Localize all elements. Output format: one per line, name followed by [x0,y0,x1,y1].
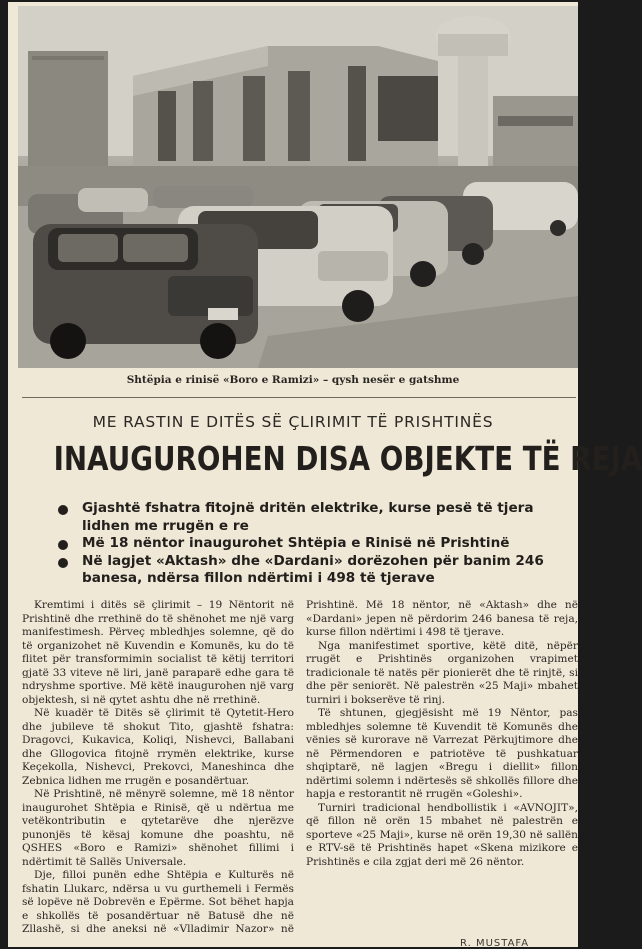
body-paragraph: Dje, filloi punën edhe Shtëpia e Kulturës në fshatin Llukarc, ndërsa u vu gurthemeli i Fermës së lopëve në Dobrevën e Epërme. Sot bëhet hapja e shkollës të posandërtuar në Batusë dhe në Zllashë, si dhe aneksi në «Vlladimir Nazor» në Prishtinë. Më 18 nëntor, në «Aktash» dhe në «Dardani» jepen në përdorim 246 banesa të reja, kurse fillon ndërtimi i 498 të tjerave. [22,599,578,935]
body-paragraph: Kremtimi i ditës së çlirimit – 19 Nëntorit në Prishtinë dhe rrethinë do të shënohet me një varg manifestimesh. Përveç mbledhjes solemne, që do të organizohet në Kuvendin e Komunës, ku do të flitet për transformimin socialist të këtij territori gjatë 33 viteve në liri, janë paraparë edhe gara të ndryshme sportive. Më këtë inaugurohen një varg objektesh, si në qytet ashtu dhe në rrethinë. [22,599,294,706]
summary-bullets [54,500,566,588]
article-body [22,599,578,949]
building-photo [18,6,578,368]
bullet-dot-icon [58,505,68,515]
article-headline: INAUGUROHEN DISA OBJEKTE TË REJA [53,439,642,478]
photo-caption: Shtëpia e rinisë «Boro e Ramizi» – qysh nesër e gatshme [126,374,460,386]
body-paragraph: Të shtunen, gjegjësisht më 19 Nëntor, pas mbledhjes solemne të Kuvendit të Komunës dhe vënies së kurorave në Varrezat Përkujtimore dhe në Përmendoren e patriotëve të pushkatuar shqiptarë, në lagjen «Bregu i diellit» fillon ndërtimi solemn i ndërtesës së shkollës fillore dhe hapja e restorantit në rrugën «Goleshi». [306,707,578,800]
summary-bullet [54,535,566,553]
article-kicker: ME RASTIN E DITËS SË ÇLIRIMIT TË PRISHTINËS [92,413,494,431]
summary-bullet [54,500,566,535]
bullet-dot-icon [58,540,68,550]
divider [22,397,576,398]
body-paragraph: Turniri tradicional hendbollistik i «AVNOJIT», që fillon në orën 15 mbahet në palestrën e sporteve «25 Maji», kurse në orën 19,30 në sallën e RTV-së të Prishtinës hapet «Skena mizikore e Prishtinës e cila zgjat deri më 26 nëntor. [306,801,578,868]
bullet-dot-icon [58,558,68,568]
body-paragraph: Nga manifestimet sportive, këtë ditë, nëpër rrugët e Prishtinës organizohen vrapimet tradicionale të natës për pionierët dhe të rinjtë, si dhe për seniorët. Në palestrën «25 Maji» mbahet turniri i bokserëve të rinj. [306,639,578,706]
bullet-text: Më 18 nëntor inaugurohet Shtëpia e Rinisë në Prishtinë [82,535,510,551]
summary-bullet [54,553,566,588]
photo-illustration [18,6,578,368]
bullet-text: Gjashtë fshatra fitojnë dritën elektrike, kurse pesë të tjera lidhen me rrugën e re [82,500,534,534]
body-paragraph: Në kuadër të Ditës së çlirimit të Qytetit-Hero dhe jubileve të shokut Tito, gjashtë fshatra: Dragovci, Kukavica, Koliqi, Nishevci, Ballabani dhe Gllogovica fitojnë rrymën elektrike, kurse Keçekolla, Nishevci, Prekovci, Maneshinca dhe Zebnica lidhen me rrugën e posandërtuar. [22,707,294,787]
bullet-text: Në lagjet «Aktash» dhe «Dardani» dorëzohen për banim 246 banesa, ndërsa fillon ndërtimi i 498 të tjerave [82,552,544,586]
author-signature: R. MUSTAFA [460,938,530,949]
body-paragraph: Në Prishtinë, në mënyrë solemne, më 18 nëntor inaugurohet Shtëpia e Rinisë, që u ndërtua me vetëkontributin e qytetarëve dhe njerëzve punonjës të kësaj komune dhe poashtu, në QSHES «Boro e Ramizi» shënohet fillimi i ndërtimit të Sallës Universale. [22,788,294,868]
newspaper-page [8,2,642,949]
